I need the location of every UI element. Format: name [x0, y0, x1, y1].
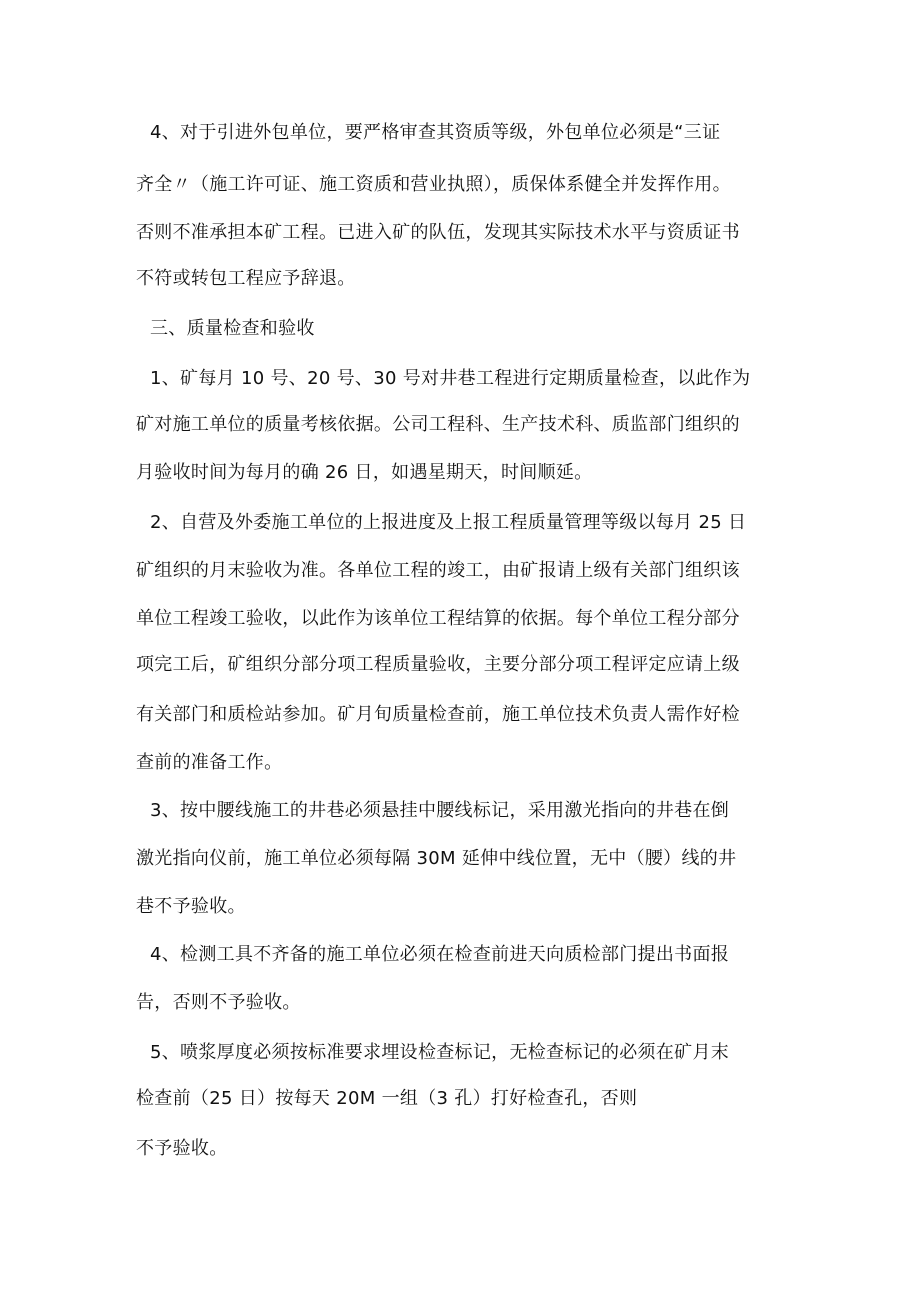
paragraph-line: 矿组织的月末验收为准。各单位工程的竣工，由矿报请上级有关部门组织该	[136, 560, 740, 581]
section-heading-text: 三、质量检查和验收	[150, 318, 315, 339]
paragraph-line: 3、按中腰线施工的井巷必须悬挂中腰线标记，采用激光指向的井巷在倒	[150, 800, 730, 821]
paragraph-line: 矿对施工单位的质量考核依据。公司工程科、生产技术科、质监部门组织的	[136, 414, 740, 435]
paragraph-line: 检查前（25 日）按每天 20M 一组（3 孔）打好检查孔，否则	[136, 1088, 638, 1109]
paragraph-line: 月验收时间为每月的确 26 日，如遇星期天，时间顺延。	[136, 462, 593, 483]
paragraph-line: 巷不予验收。	[136, 896, 246, 917]
paragraph-line: 激光指向仪前，施工单位必须每隔 30M 延伸中线位置，无中（腰）线的井	[136, 848, 737, 869]
paragraph-line: 5、喷浆厚度必须按标准要求埋设检查标记，无检查标记的必须在矿月末	[150, 1042, 730, 1063]
paragraph-line: 1、矿每月 10 号、20 号、30 号对井巷工程进行定期质量检查，以此作为	[150, 368, 751, 389]
paragraph-line: 有关部门和质检站参加。矿月旬质量检查前，施工单位技术负责人需作好检	[136, 704, 740, 725]
paragraph-line: 不予验收。	[136, 1138, 228, 1159]
paragraph-line: 项完工后，矿组织分部分项工程质量验收，主要分部分项工程评定应请上级	[136, 654, 740, 675]
paragraph-line: 否则不准承担本矿工程。已进入矿的队伍，发现其实际技术水平与资质证书	[136, 222, 740, 243]
paragraph-line: 单位工程竣工验收，以此作为该单位工程结算的依据。每个单位工程分部分	[136, 608, 740, 629]
paragraph-line: 查前的准备工作。	[136, 752, 283, 773]
paragraph-line: 不符或转包工程应予辞退。	[136, 268, 356, 289]
paragraph-line: 告，否则不予验收。	[136, 992, 301, 1013]
paragraph-line: 齐全〃（施工许可证、施工资质和营业执照），质保体系健全并发挥作用。	[136, 174, 731, 195]
paragraph-line: 2、自营及外委施工单位的上报进度及上报工程质量管理等级以每月 25 日	[150, 512, 747, 533]
paragraph-line: 4、检测工具不齐备的施工单位必须在检查前进天向质检部门提出书面报	[150, 944, 730, 965]
paragraph-line: 4、对于引进外包单位，要严格审查其资质等级，外包单位必须是“三证	[150, 122, 721, 143]
